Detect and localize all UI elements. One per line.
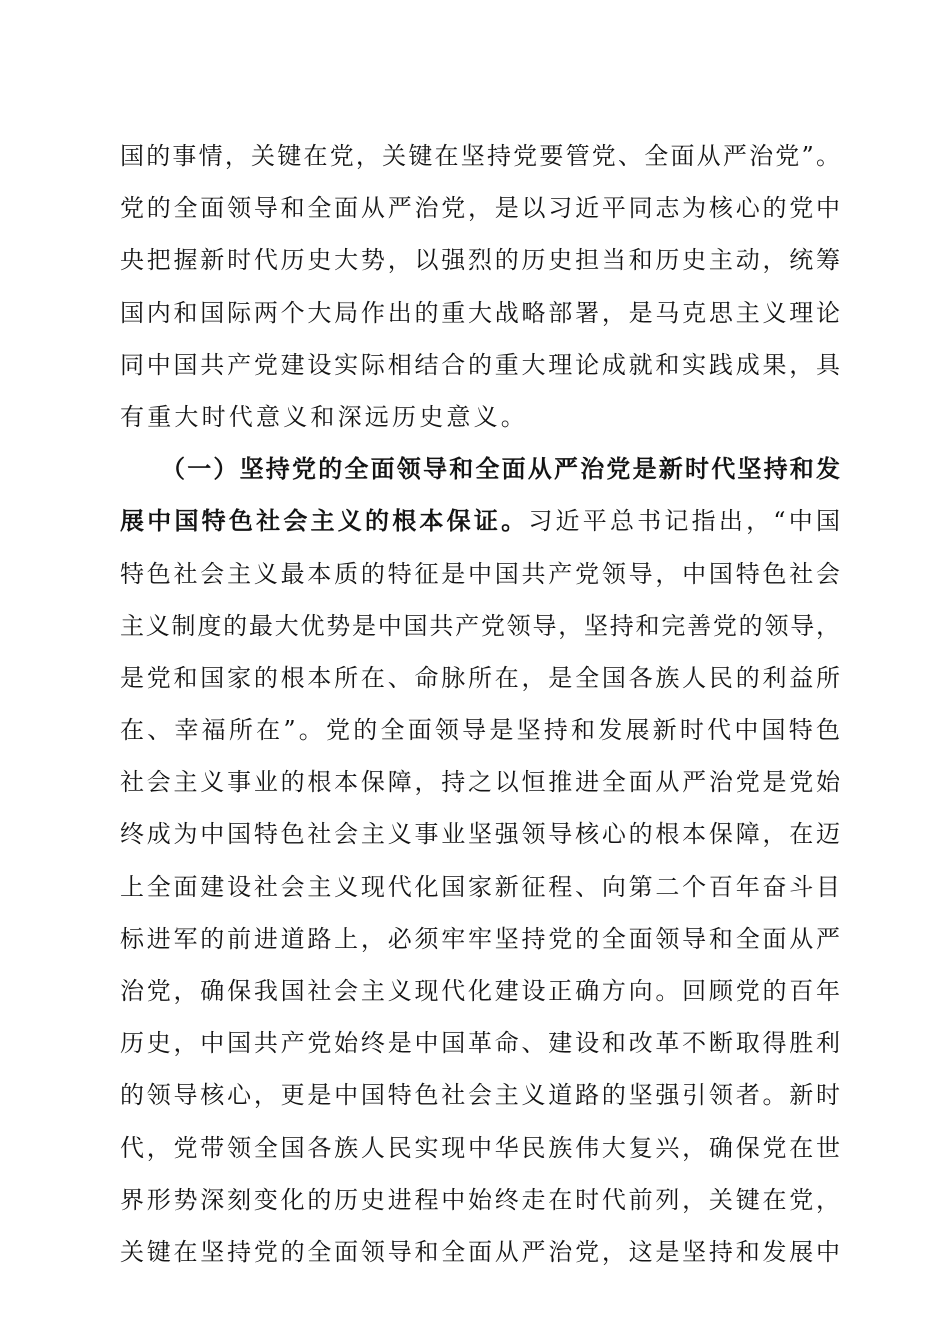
text-line: 界形势深刻变化的历史进程中始终走在时代前列，关键在党， [120,1185,840,1214]
text-line: 有重大时代意义和深远历史意义。 [120,402,528,431]
text-line: 代，党带领全国各族人民实现中华民族伟大复兴，确保党在世 [120,1133,840,1162]
text-line: 标进军的前进道路上，必须牢牢坚持党的全面领导和全面从严 [120,924,840,953]
section-heading: （一）坚持党的全面领导和全面从严治党是新时代坚持和发 [161,454,840,484]
text-line: 社会主义事业的根本保障，持之以恒推进全面从严治党是党始 [120,768,840,797]
text-line: 是党和国家的根本所在、命脉所在，是全国各族人民的利益所 [120,663,840,692]
text-line: 治党，确保我国社会主义现代化建设正确方向。回顾党的百年 [120,977,840,1005]
text-line: 央把握新时代历史大势，以强烈的历史担当和历史主动，统筹 [120,246,840,275]
text-line: 在、幸福所在”。党的全面领导是坚持和发展新时代中国特色 [120,716,840,745]
text-run: 习近平总书记指出，“中国 [528,507,841,536]
document-body [120,130,840,1278]
text-line: 国的事情，关键在党，关键在坚持党要管党、全面从严治党”。 [120,142,840,170]
section-heading-continued: 展中国特色社会主义的根本保证。 [120,506,529,536]
text-line-mixed [120,495,840,547]
text-line: 历史，中国共产党始终是中国革命、建设和改革不断取得胜利 [120,1029,840,1058]
text-line: 关键在坚持党的全面领导和全面从严治党，这是坚持和发展中 [120,1237,840,1266]
text-line: 同中国共产党建设实际相结合的重大理论成就和实践成果，具 [120,350,840,379]
text-line: 终成为中国特色社会主义事业坚强领导核心的根本保障，在迈 [120,820,840,849]
text-line: 国内和国际两个大局作出的重大战略部署，是马克思主义理论 [120,298,840,327]
text-line: 特色社会主义最本质的特征是中国共产党领导，中国特色社会 [120,559,840,588]
text-line: 党的全面领导和全面从严治党，是以习近平同志为核心的党中 [120,194,840,223]
text-line: 主义制度的最大优势是中国共产党领导，坚持和完善党的领导， [120,611,840,640]
text-line: 的领导核心，更是中国特色社会主义道路的坚强引领者。新时 [120,1081,840,1110]
text-line: 上全面建设社会主义现代化国家新征程、向第二个百年奋斗目 [120,872,840,901]
